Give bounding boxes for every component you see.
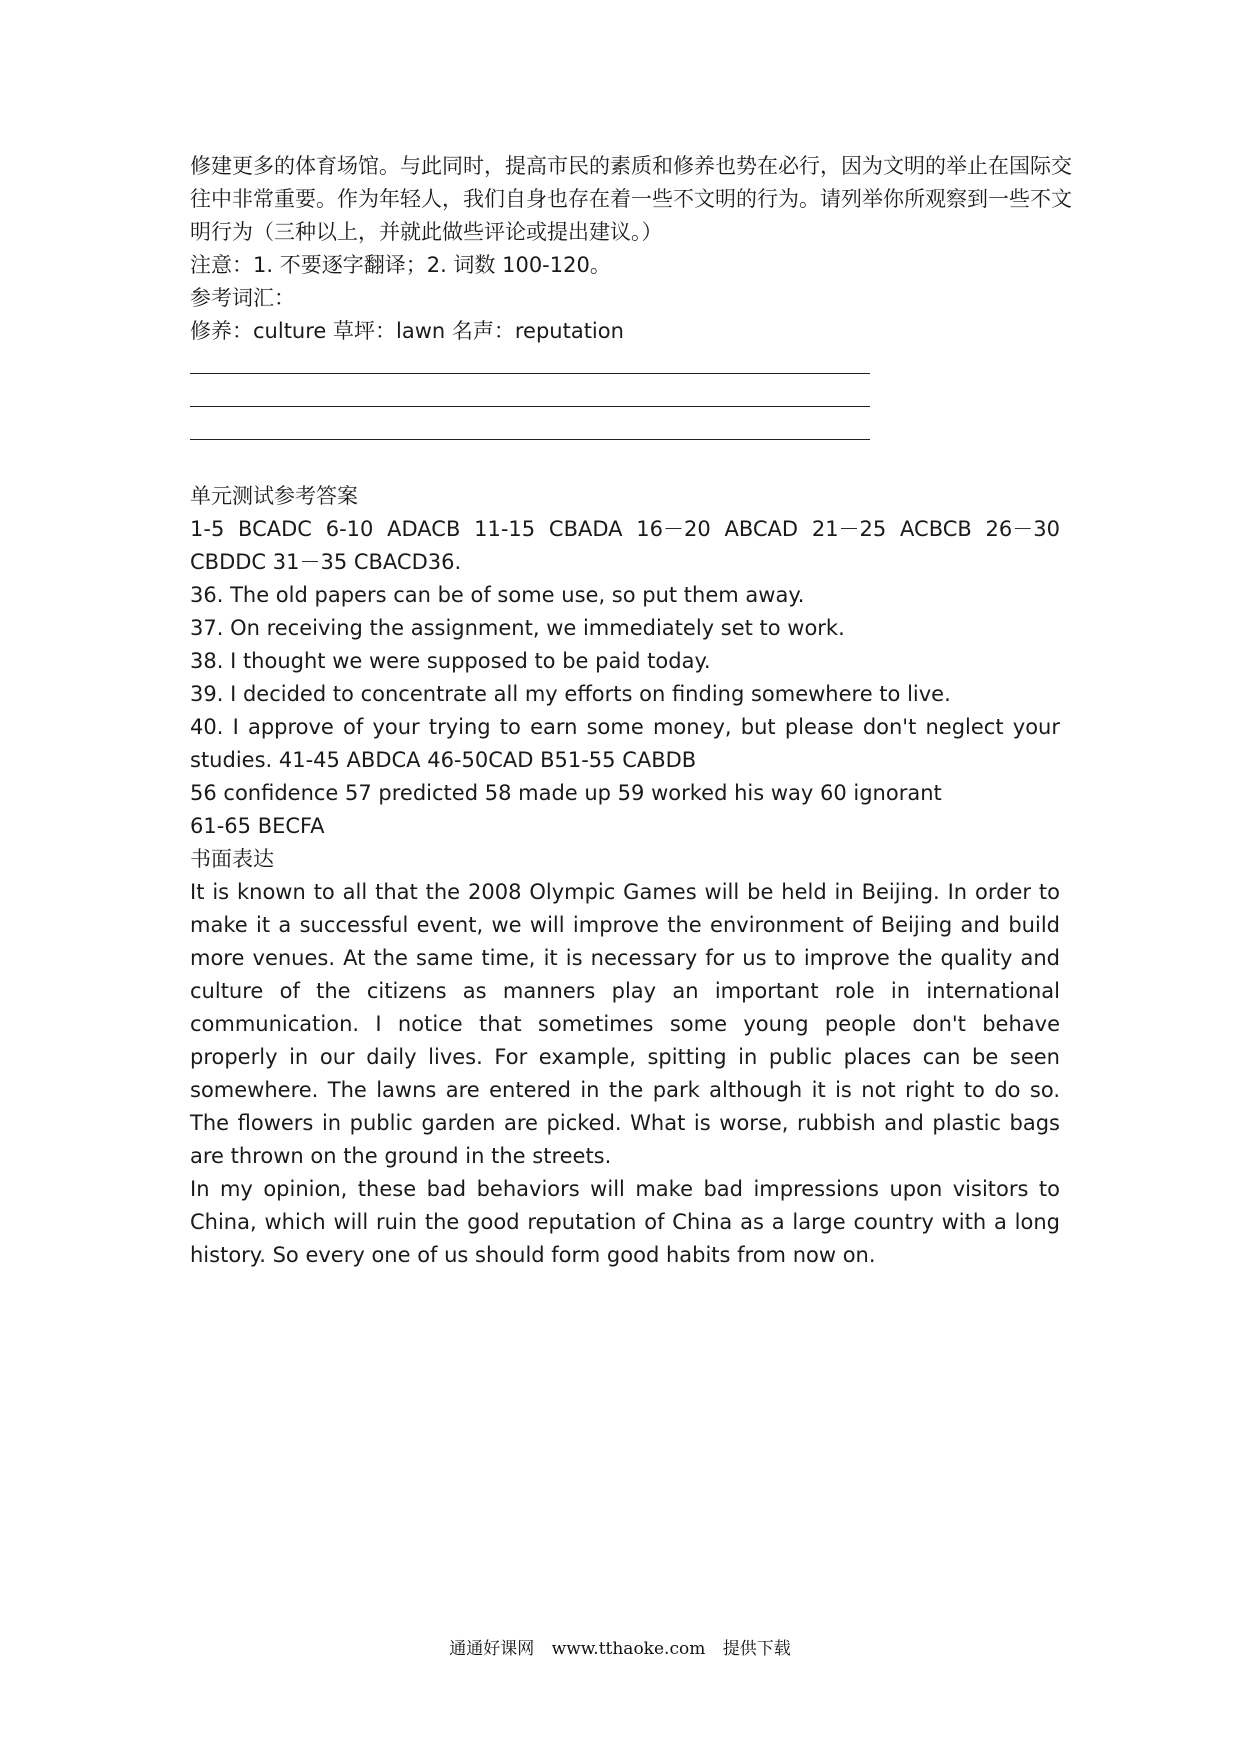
blank-line — [190, 414, 1060, 447]
vocab-answers: 56 confidence 57 predicted 58 made up 59 worked his way 60 ignorant — [190, 781, 942, 805]
page-footer — [0, 1634, 1240, 1659]
writing-prompt — [190, 150, 1072, 348]
writing-paragraph: It is known to all that the 2008 Olympic Games will be held in Beijing. In order to make it a successful event, we will improve the environment of Beijing and build more venues. At the same time, it is necessary for us to improve the quality and culture of the citizens as manners play an important role in international communication. I notice that sometimes some young people don't behave properly in our daily lives. For example, spitting in public places can be seen somewhere. The lawns are entered in the park although it is not right to do so. The flowers in public garden are picked. What is worse, rubbish and plastic bags are thrown on the ground in the streets. — [190, 880, 1060, 1168]
sample-writing — [190, 843, 1060, 1272]
reading-answers: 61-65 BECFA — [190, 814, 325, 838]
prompt-line: 明行为（三种以上，并就此做些评论或提出建议。） — [190, 220, 663, 244]
answer-blank-lines — [190, 348, 1060, 447]
spacer — [190, 447, 1060, 480]
answer-key-heading: 单元测试参考答案 — [190, 484, 358, 508]
sentence-answer: 37. On receiving the assignment, we immediately set to work. — [190, 616, 845, 640]
prompt-note: 注意：1. 不要逐字翻译；2. 词数 100-120。 — [190, 253, 611, 277]
writing-paragraph: In my opinion, these bad behaviors will make bad impressions upon visitors to China, which will ruin the good reputation of China as a large country with a long history. So every one of us should form good habits from now on. — [190, 1177, 1060, 1267]
prompt-line: 修建更多的体育场馆。与此同时，提高市民的素质和修养也势在必行，因为文明的举止在国际交 — [190, 154, 1072, 178]
sentence-answer: 38. I thought we were supposed to be paid today. — [190, 649, 711, 673]
blank-line — [190, 348, 1060, 381]
footer-url[interactable]: www.tthaoke.com — [551, 1639, 706, 1659]
blank-line — [190, 381, 1060, 414]
footer-site-name: 通通好课网 — [449, 1639, 535, 1659]
sentence-answer: 40. I approve of your trying to earn some money, but please don't neglect your studies. 41-45 ABDCA 46-50CAD B51-55 CABDB — [190, 715, 1060, 772]
sentence-answer: 36. The old papers can be of some use, so put them away. — [190, 583, 805, 607]
sentence-answer: 39. I decided to concentrate all my efforts on finding somewhere to live. — [190, 682, 951, 706]
answer-key — [190, 480, 1060, 843]
document-body — [190, 150, 1072, 1272]
footer-download-text: 提供下载 — [722, 1639, 791, 1659]
prompt-line: 往中非常重要。作为年轻人，我们自身也存在着一些不文明的行为。请列举你所观察到一些不文 — [190, 187, 1072, 211]
writing-heading: 书面表达 — [190, 847, 274, 871]
vocab-list: 修养：culture 草坪：lawn 名声：reputation — [190, 319, 624, 343]
vocab-heading: 参考词汇： — [190, 286, 295, 310]
choice-answers: 1-5 BCADC 6-10 ADACB 11-15 CBADA 16－20 ABCAD 21－25 ACBCB 26－30 CBDDC 31－35 CBACD36. — [190, 517, 1060, 574]
